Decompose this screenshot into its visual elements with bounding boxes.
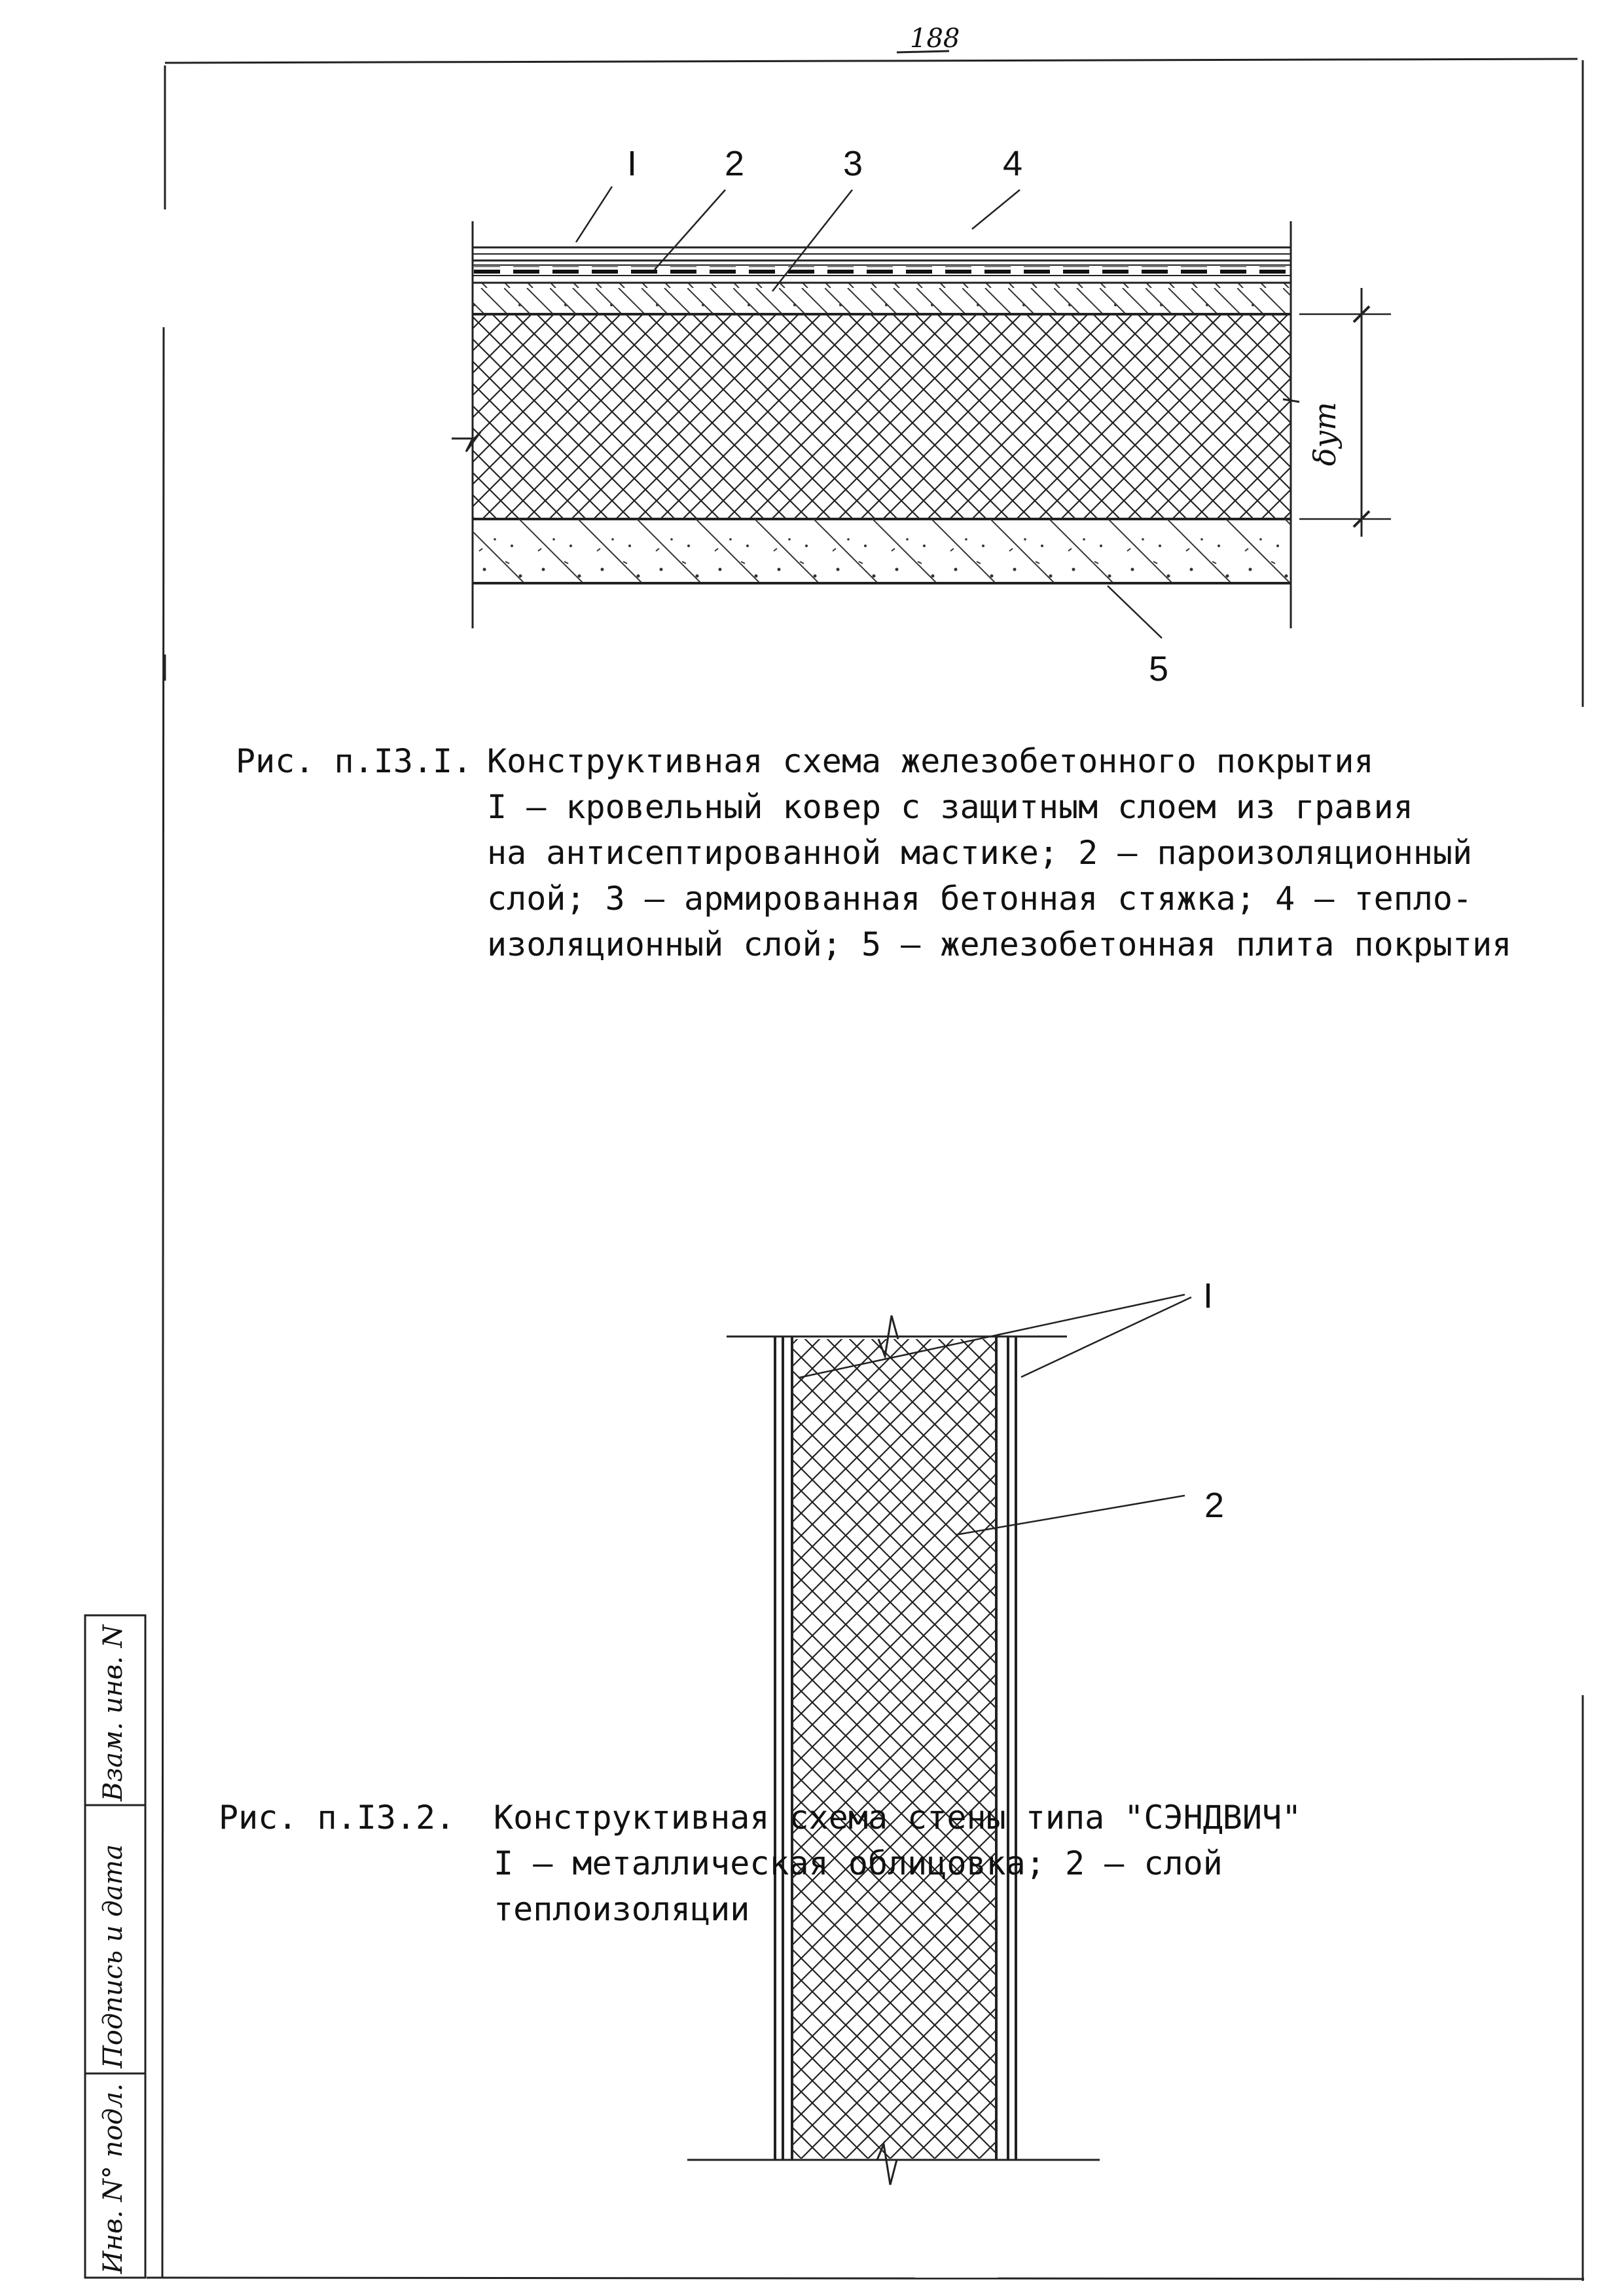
figure2-caption (219, 1795, 1302, 2070)
thickness-label: δут (1307, 402, 1343, 466)
callout-fig2-1: I (1203, 1276, 1214, 1316)
figure2-caption-line-1: Конструктивная схема стены типа "СЭНДВИЧ" (494, 1799, 1302, 1837)
figure2-callouts (1203, 1276, 1224, 1525)
callout-3: 3 (843, 144, 863, 183)
figure2-caption-line-3: теплоизоляции (494, 1890, 750, 1928)
callout-1: I (627, 144, 638, 183)
figure2-wall (687, 1295, 1191, 2185)
stamp-field-original-inv: Инв. N° подл. (98, 2083, 128, 2274)
figure1-caption-line-4: слой; 3 – армированная бетонная стяжка; 4 – тепло- (487, 880, 1473, 918)
figure1-caption-id: Рис. п.I3.I. (236, 742, 473, 780)
callout-fig2-2: 2 (1204, 1486, 1225, 1525)
figure2-caption-line-2: I – металлическая облицовка; 2 – слой (494, 1844, 1223, 1882)
callout-4: 4 (1003, 144, 1023, 183)
figure1-caption-line-2: I – кровельный ковер с защитным слоем из гравия (487, 788, 1413, 826)
figure1-caption-line-3: на антисептированной мастике; 2 – пароизоляционный (487, 834, 1473, 872)
figure1-drawing (452, 187, 1391, 638)
figure2-caption-id: Рис. п.I3.2. (219, 1799, 456, 1837)
stamp-field-replacement-inv: Взам. инв. N (98, 1624, 128, 1801)
figure1-caption-line-1: Конструктивная схема железобетонного покрытия (487, 742, 1374, 780)
callout-5: 5 (1149, 649, 1169, 689)
page-number: 188 (910, 24, 960, 54)
callout-2: 2 (725, 144, 745, 183)
figure1-caption-line-5: изоляционный слой; 5 – железобетонная плита покрытия (487, 925, 1512, 963)
figure1-caption (236, 738, 1512, 1105)
stamp-field-signature-date: Подпись и дата (98, 1844, 128, 2068)
